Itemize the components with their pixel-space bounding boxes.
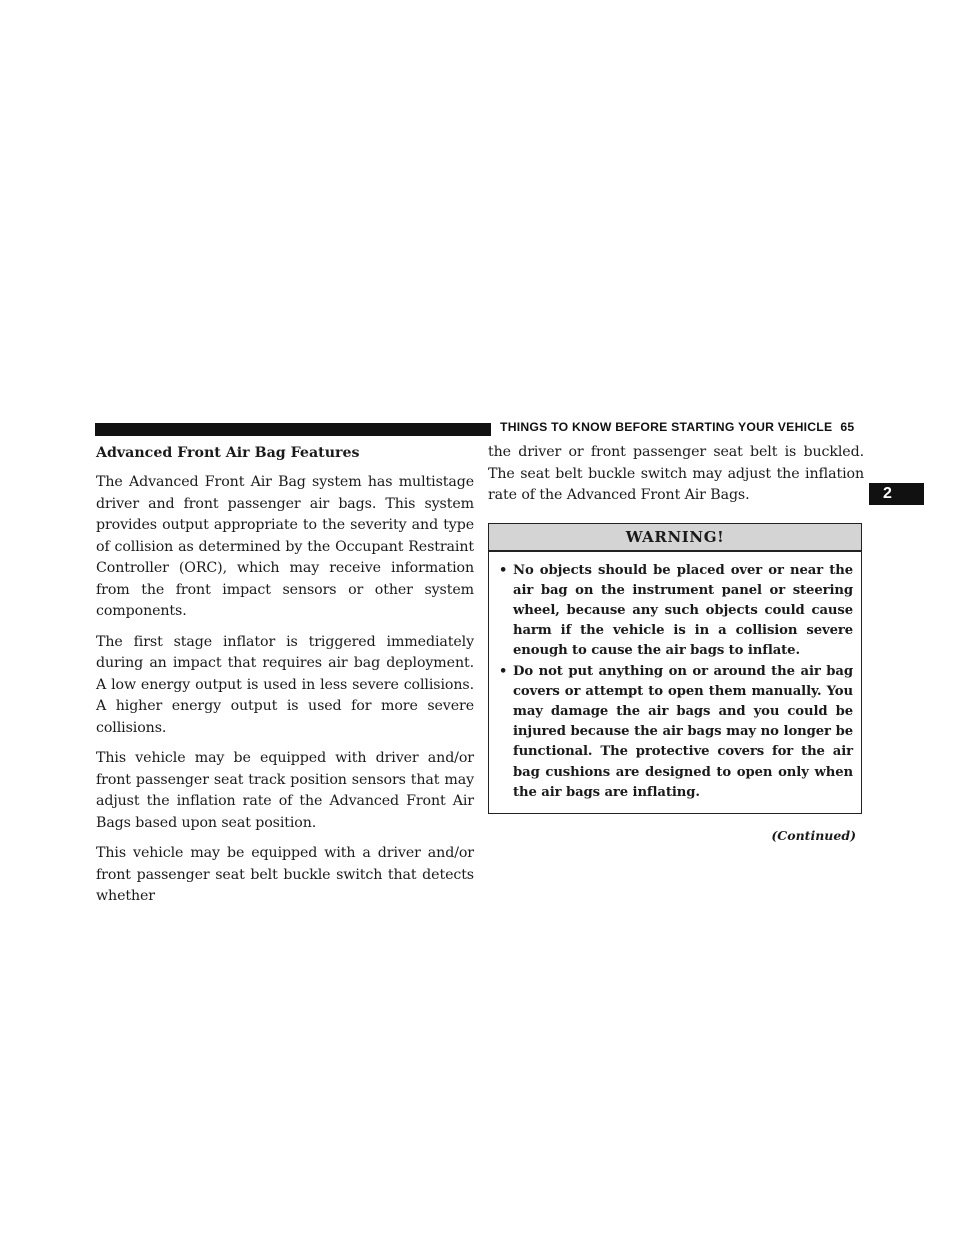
bullet-icon: • xyxy=(499,562,508,578)
paragraph: This vehicle may be equipped with driver and/or front passenger seat track position sensors that may adjust the inflation rate of the Advanced Front Air Bags based upon seat position. xyxy=(96,750,474,831)
page-number: 65 xyxy=(840,420,855,434)
chapter-tab: 2 xyxy=(869,483,924,505)
warning-text: Do not put anything on or around the air bag covers or attempt to open them manually. You may damage the air bags and you could be injured because the air bags may no longer be functional. The protective covers for the air bag cushions are designed to open only when the air bags are inflating. xyxy=(513,663,853,800)
warning-item xyxy=(499,561,853,662)
running-header xyxy=(500,420,854,434)
warning-title: WARNING! xyxy=(489,524,861,552)
paragraph: This vehicle may be equipped with a driver and/or front passenger seat belt buckle switch that detects whether xyxy=(96,845,474,904)
header-rule xyxy=(95,423,491,436)
section-title: THINGS TO KNOW BEFORE STARTING YOUR VEHICLE xyxy=(500,420,833,434)
warning-list xyxy=(489,552,861,813)
paragraph: the driver or front passenger seat belt is buckled. The seat belt buckle switch may adjust the inflation rate of the Advanced Front Air Bags. xyxy=(488,444,864,503)
right-column xyxy=(488,442,864,843)
paragraph: The first stage inflator is triggered immediately during an impact that requires air bag deployment. A low energy output is used in less severe collisions. A higher energy output is used for more severe collisions. xyxy=(96,633,474,736)
bullet-icon: • xyxy=(499,663,508,679)
section-heading: Advanced Front Air Bag Features xyxy=(96,445,360,461)
warning-item xyxy=(499,662,853,803)
warning-text: No objects should be placed over or near the air bag on the instrument panel or steering wheel, because any such objects could cause harm if the vehicle is in a collision severe enough to cause the air bags to inflate. xyxy=(513,562,853,659)
left-column xyxy=(96,442,474,917)
continued-note: (Continued) xyxy=(771,827,856,843)
warning-box xyxy=(488,523,862,814)
paragraph: The Advanced Front Air Bag system has multistage driver and front passenger air bags. This system provides output appropriate to the severity and type of collision as determined by the Occupant Restraint Controller (ORC), which may receive information from the front impact sensors or other system components. xyxy=(96,474,474,619)
